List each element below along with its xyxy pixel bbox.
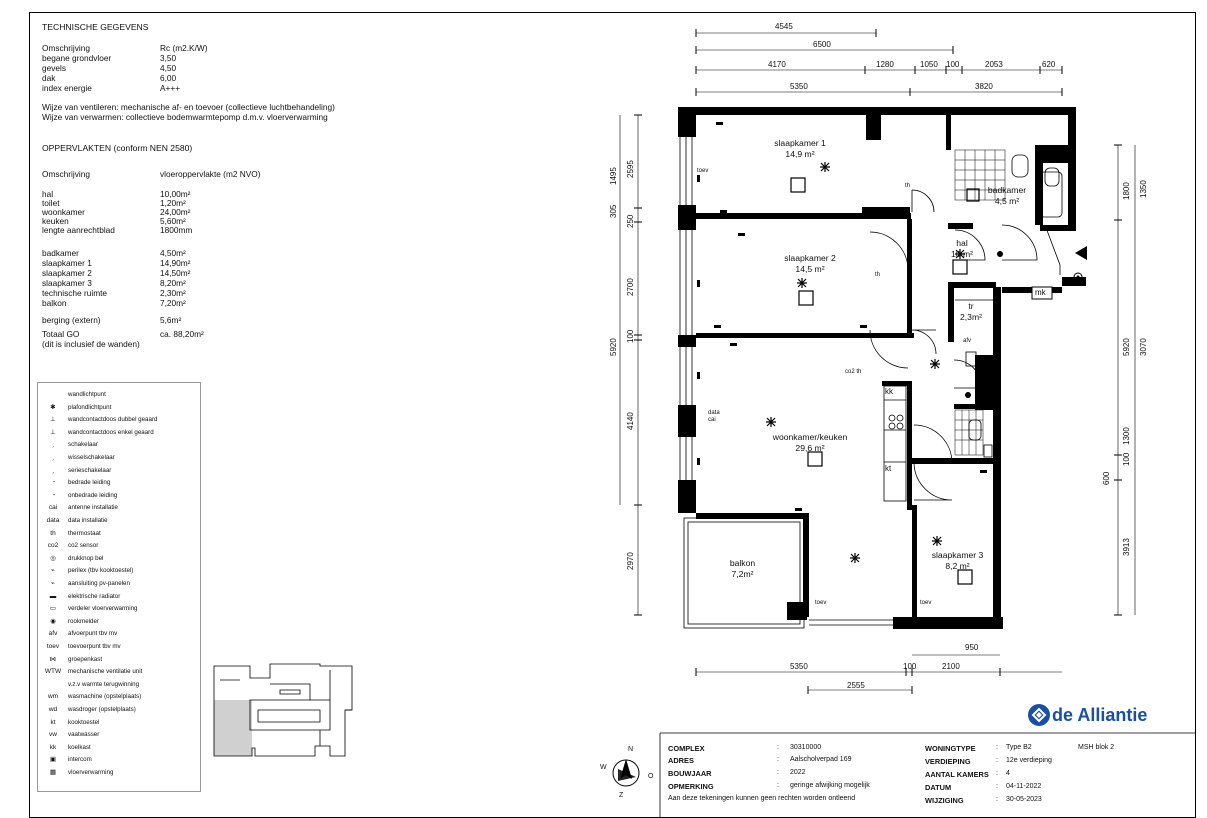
tb-opmerking-label: OPMERKING xyxy=(668,782,714,791)
opp-label: toilet xyxy=(42,198,60,208)
legend-label: perilex (tbv kooktoestel) xyxy=(68,567,134,575)
tb-wijziging-value: 30-05-2023 xyxy=(1006,796,1042,803)
legend-label: wandcontactdoos enkel geaard xyxy=(68,428,154,436)
opp-value: 4,50m² xyxy=(160,248,186,258)
dim-left: 4140 xyxy=(626,412,635,430)
dim-top: 3820 xyxy=(975,82,993,91)
opp-col2: vloeroppervlakte (m2 NVO) xyxy=(160,169,261,179)
tb-bouwjaar-value: 2022 xyxy=(790,769,806,776)
opp-label: lengte aanrechtblad xyxy=(42,225,115,235)
legend-label: antenne installatie xyxy=(68,504,118,512)
tb-woningtype-label: WONINGTYPE xyxy=(925,744,976,753)
legend-symbol-icon: ⋈ xyxy=(49,655,57,663)
legend-symbol-icon: ⌁ xyxy=(51,567,55,575)
dim-top: 1050 xyxy=(920,60,938,69)
tech-label: dak xyxy=(42,73,56,83)
legend-label: wasdroger (opstelplaats) xyxy=(68,706,136,713)
dim-left: 2700 xyxy=(626,278,635,296)
opp-label: slaapkamer 1 xyxy=(42,258,92,268)
dim-top: 100 xyxy=(946,60,960,69)
dim-right: 1300 xyxy=(1122,427,1131,445)
tech-label: Omschrijving xyxy=(42,43,90,53)
vent-text: Wijze van ventileren: mechanische af- en toevoer (collectieve luchtbehandeling) xyxy=(42,102,335,112)
legend-label: mechanische ventilatie unit xyxy=(68,668,143,676)
legend-symbol-icon: wd xyxy=(48,706,58,713)
dim-top: 4170 xyxy=(768,60,786,69)
legend-label: wisselschakelaar xyxy=(68,454,115,461)
tech-value: 3,50 xyxy=(160,53,177,63)
legend-symbol-icon: ▭ xyxy=(49,605,57,613)
tb-colon: : xyxy=(777,782,779,789)
tb-colon: : xyxy=(777,744,779,751)
legend-label: serieschakelaar xyxy=(68,466,112,474)
tech-heading: TECHNISCHE GEGEVENS xyxy=(42,22,149,32)
label-data: data xyxy=(708,410,720,416)
incl-text: (dit is inclusief de wanden) xyxy=(42,339,140,349)
label-toev: toev xyxy=(920,600,932,606)
legend-label: onbedrade leiding xyxy=(68,491,118,499)
room-area: 4,5 m² xyxy=(994,195,1020,206)
dim-bottom: 2100 xyxy=(942,662,960,671)
room-area: 14,5 m² xyxy=(795,263,825,274)
room-name: badkamer xyxy=(987,185,1027,195)
label-kk: kk xyxy=(885,387,893,396)
tb-datum-label: DATUM xyxy=(925,783,952,792)
room-name: slaapkamer 1 xyxy=(774,138,826,148)
dim-left: 250 xyxy=(626,214,635,228)
tb-adres-value: Aalscholverpad 169 xyxy=(790,756,852,763)
legend-symbol-icon: ✱ xyxy=(50,403,56,411)
opp-value: 10,00m² xyxy=(160,189,191,199)
compass-w: W xyxy=(600,764,607,771)
legend-symbol-icon: vw xyxy=(49,731,57,739)
tb-colon: : xyxy=(777,756,779,763)
dim-left: 2595 xyxy=(626,160,635,178)
legend-symbol-icon: kk xyxy=(49,743,57,751)
room-name: slaapkamer 3 xyxy=(931,550,984,560)
legend-symbol-icon: ▦ xyxy=(49,769,57,776)
legend-symbol-icon: ◉ xyxy=(50,617,56,625)
room-name: tr xyxy=(968,301,974,311)
tb-colon: : xyxy=(996,796,998,803)
totaal-value: ca. 88,20m² xyxy=(160,329,204,339)
legend-label: intercom xyxy=(68,756,92,764)
tb-colon: : xyxy=(996,744,998,751)
dim-right: 1350 xyxy=(1139,180,1148,198)
legend-label: elektrische radiator xyxy=(68,592,121,600)
legend-symbol-icon: th xyxy=(50,529,56,537)
compass-icon xyxy=(608,755,644,791)
legend-symbol-icon: ▬ xyxy=(49,592,57,600)
tb-disclaimer: Aan deze tekeningen kunnen geen rechten worden ontleend xyxy=(668,795,856,802)
compass-z: Z xyxy=(619,792,624,799)
legend-label: kooktoestel xyxy=(68,718,100,726)
opp-value: 7,20m² xyxy=(160,298,186,308)
opp-value: 1,20m² xyxy=(160,198,186,208)
legend-label: wandlichtpunt xyxy=(68,391,106,398)
legend-symbol-icon: ╶ xyxy=(51,491,55,499)
room-area: 2,3m² xyxy=(960,311,982,322)
alliantie-logo-text: de Alliantie xyxy=(1052,705,1148,725)
legend-label: bedrade leiding xyxy=(68,479,111,487)
opp-label: slaapkamer 3 xyxy=(42,278,92,288)
tb-datum-value: 04-11-2022 xyxy=(1006,783,1042,790)
legend-label: aansluiting pv-panelen xyxy=(68,580,130,587)
dim-right: 1800 xyxy=(1122,182,1131,200)
legend-symbol-icon: toev xyxy=(46,643,60,650)
room-name: woonkamer/keuken xyxy=(772,432,848,442)
label-toev: toev xyxy=(697,168,709,174)
dim-right: 5920 xyxy=(1122,338,1131,356)
legend-label: verdeler vloerverwarming xyxy=(68,605,138,613)
tb-wijziging-label: WIJZIGING xyxy=(925,796,964,805)
tech-value: A+++ xyxy=(160,83,181,93)
berging-value: 5,6m² xyxy=(160,315,182,325)
room-area: 8,2 m² xyxy=(945,560,970,571)
tech-value: 6,00 xyxy=(160,73,177,83)
legend-label: schakelaar xyxy=(68,441,98,449)
berging-label: berging (extern) xyxy=(42,315,101,325)
tb-verdieping-value: 12e verdieping xyxy=(1006,757,1052,764)
legend-symbol-icon: wm xyxy=(47,693,59,701)
opp-label: badkamer xyxy=(42,248,79,258)
tb-kamers-value: 4 xyxy=(1006,770,1010,777)
legend-label: plafondlichtpunt xyxy=(68,403,112,411)
dim-top: 1280 xyxy=(876,60,894,69)
opp-value: 14,50m² xyxy=(160,268,191,278)
legend-symbol-icon: ⊥ xyxy=(50,428,56,436)
opp-label: hal xyxy=(42,189,54,199)
legend-label: koelkast xyxy=(68,743,91,751)
dim-top: 4545 xyxy=(775,22,793,31)
dim-top: 6500 xyxy=(813,40,831,49)
dim-left: 2970 xyxy=(626,552,635,570)
label-toev: toev xyxy=(815,600,827,606)
tech-value: 4,50 xyxy=(160,63,177,73)
label-kt: kt xyxy=(885,464,892,473)
dim-left: 1495 xyxy=(609,167,618,185)
legend-label: drukknop bel xyxy=(68,554,104,562)
opp-col1: Omschrijving xyxy=(42,169,90,179)
tb-colon: : xyxy=(996,783,998,790)
tb-kamers-label: AANTAL KAMERS xyxy=(925,770,989,779)
opp-value: 5,60m² xyxy=(160,216,186,226)
legend-symbol-icon: kt xyxy=(50,718,56,726)
room-area: 7,2m² xyxy=(731,568,754,579)
legend-label: toevoerpunt tbv mv xyxy=(68,643,121,650)
opp-value: 8,20m² xyxy=(160,278,186,288)
legend-label: vaatwasser xyxy=(68,731,100,739)
tb-blok: MSH blok 2 xyxy=(1078,744,1115,751)
dim-right: 3070 xyxy=(1139,338,1148,356)
legend-label: data installatie xyxy=(68,517,108,524)
legend-symbol-icon: ◎ xyxy=(50,554,56,562)
legend-symbol-icon: data xyxy=(46,517,60,524)
tech-label: gevels xyxy=(42,63,66,73)
room-area: 10 m² xyxy=(951,248,973,259)
legend-label: wasmachine (opstelplaats) xyxy=(68,693,142,701)
legend-symbol-icon: ˏ xyxy=(51,454,55,461)
room-name: slaapkamer 2 xyxy=(784,253,836,263)
tech-label: index energie xyxy=(42,83,92,93)
tb-colon: : xyxy=(996,757,998,764)
tb-adres-label: ADRES xyxy=(668,756,694,765)
opp-label: woonkamer xyxy=(42,207,85,217)
legend-label: vloerverwarming xyxy=(68,769,114,776)
opp-label: balkon xyxy=(42,298,67,308)
label-co2: co2 th xyxy=(845,369,862,375)
opp-value: 1800mm xyxy=(160,225,193,235)
alliantie-logo-icon xyxy=(1027,703,1051,727)
opp-value: 24,00m² xyxy=(160,207,191,217)
room-name: balkon xyxy=(729,558,756,568)
room-area: 14,9 m² xyxy=(785,148,815,159)
dim-top: 620 xyxy=(1042,60,1056,69)
tech-value: Rc (m2.K/W) xyxy=(160,43,208,53)
dim-top: 5350 xyxy=(790,82,808,91)
room-name: hal xyxy=(956,238,968,248)
legend-label: groepenkast xyxy=(68,655,103,663)
dim-bottom: 950 xyxy=(965,643,979,652)
dim-left: 100 xyxy=(626,329,635,343)
legend-label: v.z.v warmte terugwinning xyxy=(68,680,140,688)
opp-value: 2,30m² xyxy=(160,288,186,298)
tb-bouwjaar-label: BOUWJAAR xyxy=(668,769,712,778)
dim-bottom: 100 xyxy=(903,662,917,671)
tb-complex-label: COMPLEX xyxy=(668,744,705,753)
room-area: 29,6 m² xyxy=(795,442,825,453)
opp-label: keuken xyxy=(42,216,69,226)
opp-label: slaapkamer 2 xyxy=(42,268,92,278)
legend-symbol-icon: ╶ xyxy=(51,479,55,487)
tb-woningtype-value: Type B2 xyxy=(1006,744,1032,751)
heat-text: Wijze van verwarmen: collectieve bodemwarmtepomp d.m.v. vloerverwarming xyxy=(42,112,328,122)
legend-label: thermostaat xyxy=(68,529,101,537)
opp-value: 14,90m² xyxy=(160,258,191,268)
legend-label: rookmelder xyxy=(68,617,99,625)
label-th: th xyxy=(905,183,911,189)
label-th: th xyxy=(875,272,881,278)
tb-complex-value: 30310000 xyxy=(790,744,822,751)
opp-heading: OPPERVLAKTEN (conform NEN 2580) xyxy=(42,143,193,153)
legend-symbol-icon: ⌁ xyxy=(51,580,55,587)
compass-n: N xyxy=(628,746,634,753)
tb-colon: : xyxy=(996,770,998,777)
legend-symbol-icon: ⊥ xyxy=(50,416,56,424)
legend-label: co2 sensor xyxy=(68,542,99,550)
tb-colon: : xyxy=(777,769,779,776)
opp-label: technische ruimte xyxy=(42,288,108,298)
legend-symbol-icon: cai xyxy=(48,504,58,512)
tech-label: begane grondvloer xyxy=(42,53,112,63)
legend-label: wandcontactdoos dubbel geaard xyxy=(68,416,158,424)
dim-right: 600 xyxy=(1102,471,1111,485)
dim-left: 305 xyxy=(609,204,618,218)
label-mk: mk xyxy=(1035,288,1046,297)
legend-symbol-icon: WTW xyxy=(44,668,62,676)
tb-opmerking-value: geringe afwijking mogelijk xyxy=(790,782,870,789)
label-cai: cai xyxy=(708,417,716,423)
dim-left: 5920 xyxy=(609,338,618,356)
legend-symbol-icon: afv xyxy=(48,630,58,638)
totaal-label: Totaal GO xyxy=(42,329,80,339)
legend-symbol-icon: ▣ xyxy=(49,756,57,764)
dim-bottom: 5350 xyxy=(790,662,808,671)
legend-symbol-icon: ˏ xyxy=(51,441,55,449)
legend-label: afvoerpunt tbv mv xyxy=(68,630,118,638)
tb-verdieping-label: VERDIEPING xyxy=(925,757,971,766)
dim-top: 2053 xyxy=(985,60,1003,69)
legend-symbol-icon: co2 xyxy=(47,542,59,550)
legend-symbol-icon: ˏ xyxy=(51,466,55,474)
label-afv: afv xyxy=(963,338,972,344)
dim-right: 100 xyxy=(1122,452,1131,466)
compass-o: O xyxy=(648,773,654,780)
dim-bottom: 2555 xyxy=(847,681,865,690)
dim-right: 3913 xyxy=(1122,538,1131,556)
